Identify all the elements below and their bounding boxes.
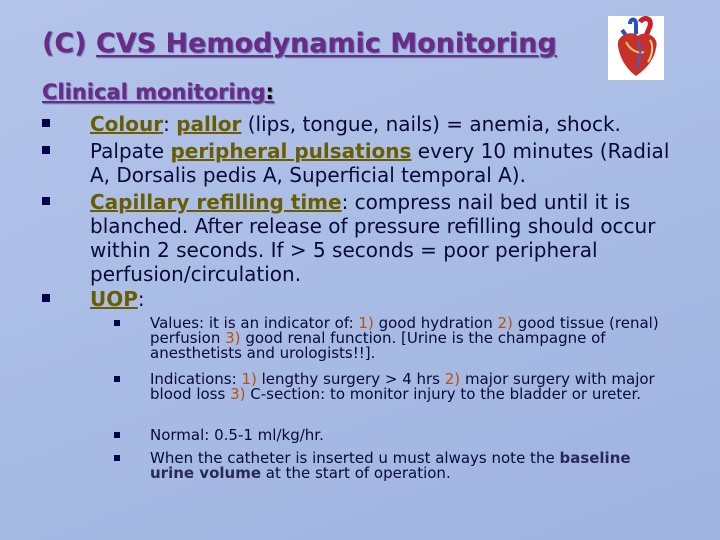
bullet-marker <box>42 119 50 127</box>
bullet-marker <box>114 455 120 461</box>
bullet-marker <box>114 376 120 382</box>
heart-anatomy-icon <box>608 16 664 80</box>
sub-bullet-text: When the catheter is inserted u must always note the baseline urine volume at the start of operation. <box>150 449 631 482</box>
bullet-text: Colour: pallor (lips, tongue, nails) = anemia, shock. <box>90 112 621 136</box>
section-heading: Clinical monitoring: <box>42 80 274 104</box>
bullet-marker <box>114 432 120 438</box>
bullet-marker <box>42 146 50 154</box>
sub-bullet-text: Normal: 0.5-1 ml/kg/hr. <box>150 426 324 444</box>
bullet-marker <box>42 197 50 205</box>
slide-title <box>42 28 557 59</box>
sub-bullet-text: Indications: 1) lengthy surgery > 4 hrs 2) major surgery with major blood loss 3) C-section: to monitor injury to the bladder or ureter. <box>150 370 655 403</box>
title-main: CVS Hemodynamic Monitoring <box>95 28 557 59</box>
bullet-marker <box>114 320 120 326</box>
bullet-text: Palpate peripheral pulsations every 10 minutes (Radial A, Dorsalis pedis A, Superficial temporal A). <box>90 139 670 187</box>
bullet-text: Capillary refilling time: compress nail bed until it is blanched. After release of pressure refilling should occur within 2 seconds. If > 5 seconds = poor peripheral perfusion/circulation. <box>90 190 656 286</box>
sub-bullet-text: Values: it is an indicator of: 1) good hydration 2) good tissue (renal) perfusion 3) good renal function. [Urine is the champagne of anesthetists and urologists!!]. <box>150 314 659 362</box>
bullet-marker <box>42 294 50 302</box>
bullet-text: UOP: <box>90 287 145 311</box>
title-prefix: (C) <box>42 28 96 59</box>
